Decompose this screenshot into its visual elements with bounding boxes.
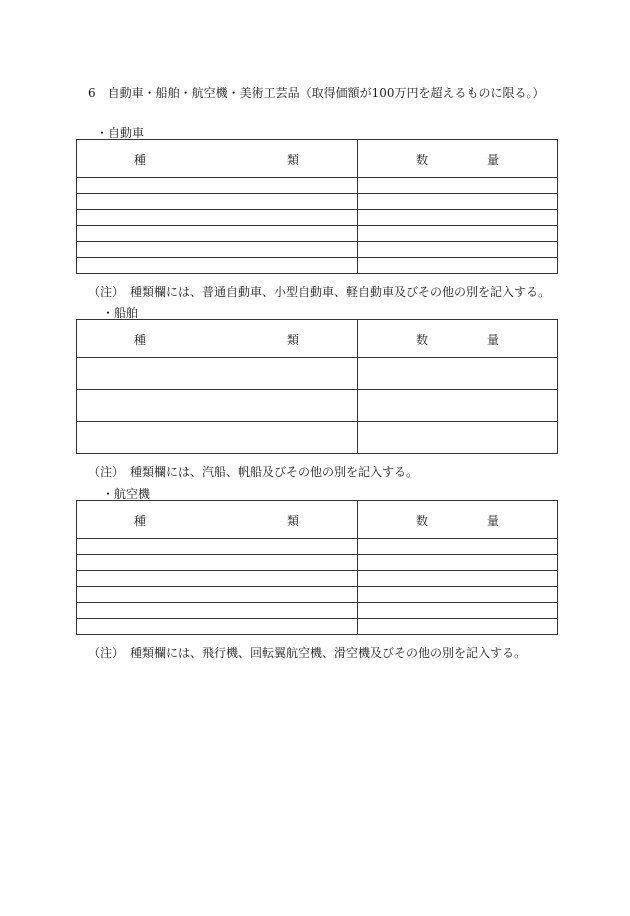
type-header-char: 類	[287, 333, 300, 347]
type-cell[interactable]	[77, 358, 358, 390]
quantity-cell[interactable]	[358, 194, 558, 210]
table-row	[77, 390, 558, 422]
type-cell[interactable]	[77, 258, 358, 274]
quantity-header-char: 量	[487, 333, 500, 347]
type-column-header	[77, 140, 358, 178]
ship-section-title: ・船舶	[102, 306, 139, 320]
table-header-row	[77, 140, 558, 178]
type-cell[interactable]	[77, 242, 358, 258]
table-row	[77, 619, 558, 635]
table-row	[77, 571, 558, 587]
table-row	[77, 555, 558, 571]
table-row	[77, 178, 558, 194]
car-table	[76, 139, 558, 274]
type-cell[interactable]	[77, 210, 358, 226]
quantity-column-header	[358, 501, 558, 539]
table-row	[77, 210, 558, 226]
type-header-char: 種	[134, 333, 147, 347]
quantity-cell[interactable]	[358, 619, 558, 635]
type-cell[interactable]	[77, 178, 358, 194]
table-row	[77, 587, 558, 603]
type-cell[interactable]	[77, 390, 358, 422]
ship-note: （注） 種類欄には、汽船、帆船及びその他の別を記入する。	[88, 465, 419, 479]
quantity-cell[interactable]	[358, 539, 558, 555]
table-row	[77, 258, 558, 274]
table-row	[77, 242, 558, 258]
type-header-char: 類	[287, 153, 300, 167]
table-row	[77, 539, 558, 555]
type-cell[interactable]	[77, 539, 358, 555]
quantity-cell[interactable]	[358, 210, 558, 226]
quantity-header-char: 量	[487, 153, 500, 167]
table-row	[77, 603, 558, 619]
car-note: （注） 種類欄には、普通自動車、小型自動車、軽自動車及びその他の別を記入する。	[88, 285, 551, 299]
quantity-cell[interactable]	[358, 242, 558, 258]
type-cell[interactable]	[77, 422, 358, 454]
aircraft-section-title: ・航空機	[102, 487, 151, 501]
table-row	[77, 422, 558, 454]
quantity-header-char: 数	[416, 333, 429, 347]
type-cell[interactable]	[77, 603, 358, 619]
quantity-cell[interactable]	[358, 587, 558, 603]
table-row	[77, 194, 558, 210]
quantity-cell[interactable]	[358, 178, 558, 194]
type-cell[interactable]	[77, 571, 358, 587]
section-heading: 6 自動車・船舶・航空機・美術工芸品（取得価額が100万円を超えるものに限る。）	[88, 86, 545, 100]
type-cell[interactable]	[77, 555, 358, 571]
quantity-header-char: 量	[487, 514, 500, 528]
quantity-cell[interactable]	[358, 258, 558, 274]
table-row	[77, 226, 558, 242]
type-header-char: 類	[287, 514, 300, 528]
type-header-char: 種	[134, 514, 147, 528]
type-cell[interactable]	[77, 619, 358, 635]
car-section-title: ・自動車	[96, 126, 145, 140]
table-header-row	[77, 501, 558, 539]
quantity-column-header	[358, 320, 558, 358]
type-column-header	[77, 320, 358, 358]
table-header-row	[77, 320, 558, 358]
quantity-cell[interactable]	[358, 226, 558, 242]
type-column-header	[77, 501, 358, 539]
type-header-char: 種	[134, 153, 147, 167]
type-cell[interactable]	[77, 194, 358, 210]
aircraft-note: （注） 種類欄には、飛行機、回転翼航空機、滑空機及びその他の別を記入する。	[88, 646, 527, 660]
quantity-cell[interactable]	[358, 555, 558, 571]
type-cell[interactable]	[77, 226, 358, 242]
quantity-cell[interactable]	[358, 390, 558, 422]
quantity-header-char: 数	[416, 514, 429, 528]
ship-table	[76, 319, 558, 454]
quantity-cell[interactable]	[358, 571, 558, 587]
table-row	[77, 358, 558, 390]
quantity-cell[interactable]	[358, 422, 558, 454]
quantity-column-header	[358, 140, 558, 178]
quantity-cell[interactable]	[358, 358, 558, 390]
quantity-cell[interactable]	[358, 603, 558, 619]
quantity-header-char: 数	[416, 153, 429, 167]
aircraft-table	[76, 500, 558, 635]
type-cell[interactable]	[77, 587, 358, 603]
